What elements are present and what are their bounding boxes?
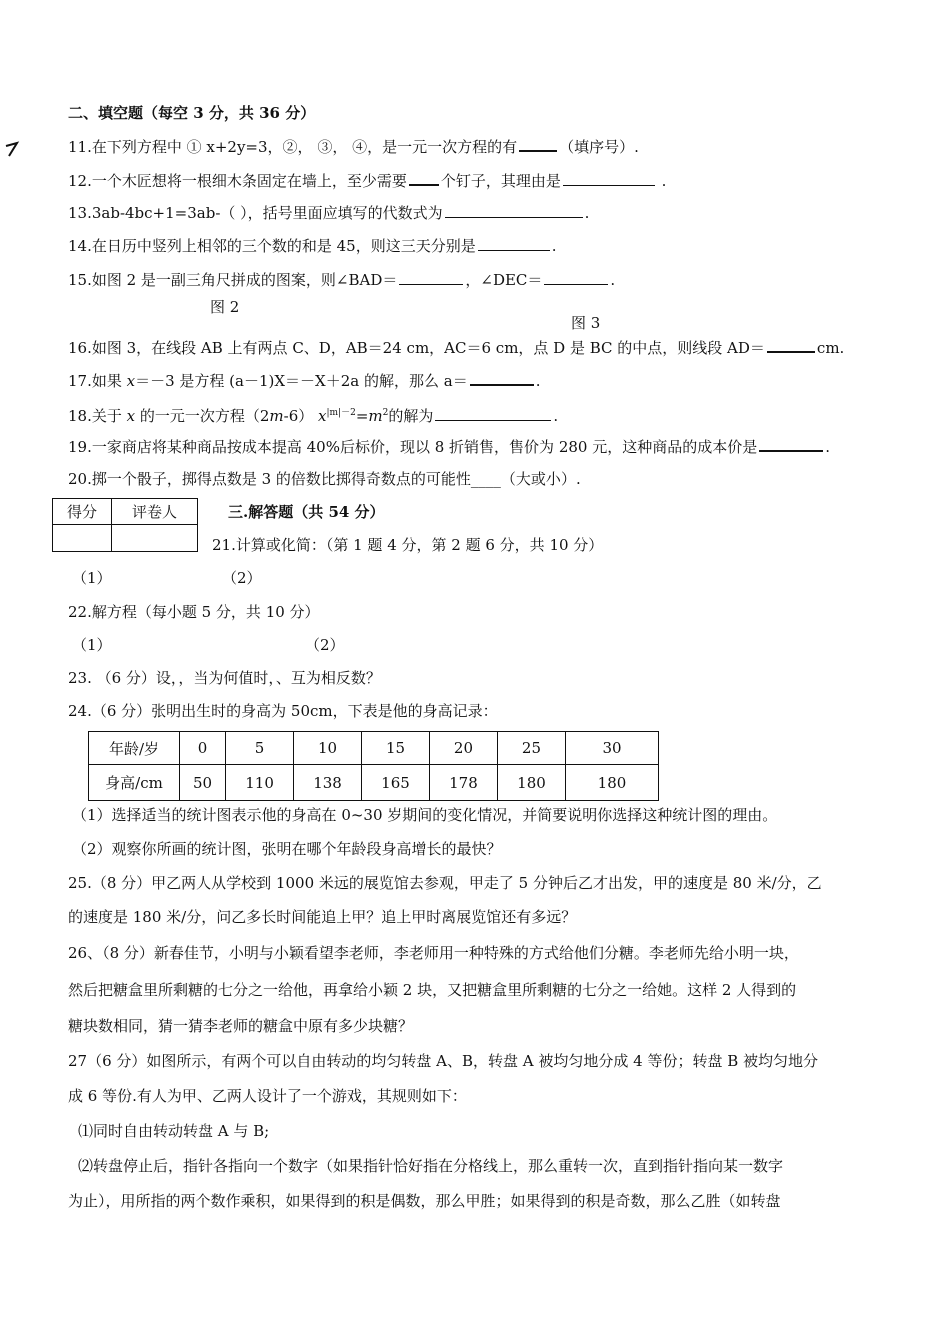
question-27-line-2: 成 6 等份.有人为甲、乙两人设计了一个游戏，其规则如下： [68,1087,467,1105]
age-cell: 10 [294,732,362,765]
margin-mark-icon [4,140,20,160]
answer-blank[interactable] [767,337,815,353]
grader-header: 评卷人 [112,499,198,525]
figure-2-caption: 图 2 [210,298,240,316]
height-cell: 110 [226,765,294,801]
answer-blank[interactable] [519,136,557,152]
question-21: 21.计算或化简：（第 1 题 4 分，第 2 题 6 分，共 10 分） [212,536,604,554]
table-row-label: 身高/cm [89,765,180,801]
question-27-rule-1: ⑴同时自由转动转盘 A 与 B; [78,1122,270,1140]
height-record-table [88,731,659,801]
question-27-rule-2-line-1: ⑵转盘停止后，指针各指向一个数字（如果指针恰好指在分格线上，那么重转一次，直到指针指向某一数字 [78,1157,784,1175]
question-25-line-2: 的速度是 180 米/分，问乙多长时间能追上甲？追上甲时离展览馆还有多远？ [68,908,577,926]
question-22-part-2: （2） [305,636,345,654]
height-cell: 178 [429,765,497,801]
answer-blank[interactable] [399,270,463,285]
age-cell: 15 [362,732,430,765]
answer-blank[interactable] [470,370,534,386]
section3-title: 三.解答题（共 54 分） [228,503,385,521]
age-cell: 30 [566,732,659,765]
answer-blank[interactable] [435,406,551,421]
height-cell: 180 [497,765,565,801]
grader-cell[interactable] [112,525,198,552]
question-26-line-3: 糖块数相同，猜一猜李老师的糖盒中原有多少块糖？ [68,1017,414,1035]
question-11: 11.在下列方程中 ① x+2y=3，②， ③， ④，是一元一次方程的有 （填序号）. [68,138,639,156]
question-26-line-2: 然后把糖盒里所剩糖的七分之一给他，再拿给小颖 2 块，又把糖盒里所剩糖的七分之一给她。这样 2 人得到的 [68,981,797,999]
score-cell[interactable] [53,525,112,552]
question-26-line-1: 26、（8 分）新春佳节，小明与小颖看望李老师，李老师用一种特殊的方式给他们分糖。李老师先给小明一块， [68,944,799,962]
question-12: 12.一个木匠想将一根细木条固定在墙上，至少需要 个钉子，其理由是 . [68,172,667,190]
question-24-part-2: （2）观察你所画的统计图，张明在哪个年龄段身高增长的最快？ [72,840,502,858]
score-header: 得分 [53,499,112,525]
figure-3-caption: 图 3 [571,314,601,332]
height-cell: 165 [362,765,430,801]
age-cell: 0 [180,732,226,765]
answer-blank[interactable] [478,236,550,251]
table-row-label: 年龄/岁 [89,732,180,765]
question-19: 19.一家商店将某种商品按成本提高 40%后标价，现以 8 折销售，售价为 280 元，这种商品的成本价是 . [68,438,830,456]
age-cell: 20 [429,732,497,765]
answer-blank[interactable] [759,436,823,452]
question-27-rule-2-line-2: 为止），用所指的两个数作乘积，如果得到的积是偶数，那么甲胜；如果得到的积是奇数，那么乙胜（如转盘 [68,1192,781,1210]
age-cell: 5 [226,732,294,765]
height-cell: 138 [294,765,362,801]
question-25-line-1: 25.（8 分）甲乙两人从学校到 1000 米远的展览馆去参观，甲走了 5 分钟后乙才出发，甲的速度是 80 米/分，乙 [68,874,822,892]
question-21-part-1: （1） [72,569,112,587]
score-box [52,498,198,552]
question-18: 18.关于 x 的一元一次方程（2m-6） $x^{|m|-2}=m^2$的解为 . [68,407,559,425]
question-13: 13.3ab-4bc+1=3ab-（ ），括号里面应填写的代数式为 . [68,204,590,222]
question-22-part-1: （1） [72,636,112,654]
height-cell: 180 [566,765,659,801]
question-20: 20.掷一个骰子，掷得点数是 3 的倍数比掷得奇数点的可能性____（大或小）. [68,470,581,488]
question-14: 14.在日历中竖列上相邻的三个数的和是 45，则这三天分别是 . [68,237,557,255]
answer-blank[interactable] [544,270,608,285]
question-16: 16.如图 3，在线段 AB 上有两点 C、D，AB＝24 cm，AC＝6 cm，点 D 是 BC 的中点，则线段 AD＝ cm. [68,339,845,357]
answer-blank[interactable] [563,171,655,186]
section2-title: 二、填空题（每空 3 分，共 36 分） [68,104,316,122]
question-21-part-2: （2） [222,569,262,587]
answer-blank[interactable] [409,170,439,186]
height-cell: 50 [180,765,226,801]
question-17: 17.如果 x＝－3 是方程 (a－1)X＝－X＋2a 的解，那么 a＝ . [68,372,541,390]
answer-blank[interactable] [445,203,583,218]
question-22: 22.解方程（每小题 5 分，共 10 分） [68,603,320,621]
age-cell: 25 [497,732,565,765]
question-15: 15.如图 2 是一副三角尺拼成的图案，则∠BAD＝ ，∠DEC＝ . [68,271,616,289]
question-24: 24.（6 分）张明出生时的身高为 50cm，下表是他的身高记录： [68,702,498,720]
question-24-part-1: （1）选择适当的统计图表示他的身高在 0~30 岁期间的变化情况，并简要说明你选择这种统计图的理由。 [72,806,778,824]
question-23: 23. （6 分）设，，当为何值时，、互为相反数？ [68,669,381,687]
question-27-line-1: 27（6 分）如图所示，有两个可以自由转动的均匀转盘 A、B，转盘 A 被均匀地分成 4 等份；转盘 B 被均匀地分 [68,1052,819,1070]
